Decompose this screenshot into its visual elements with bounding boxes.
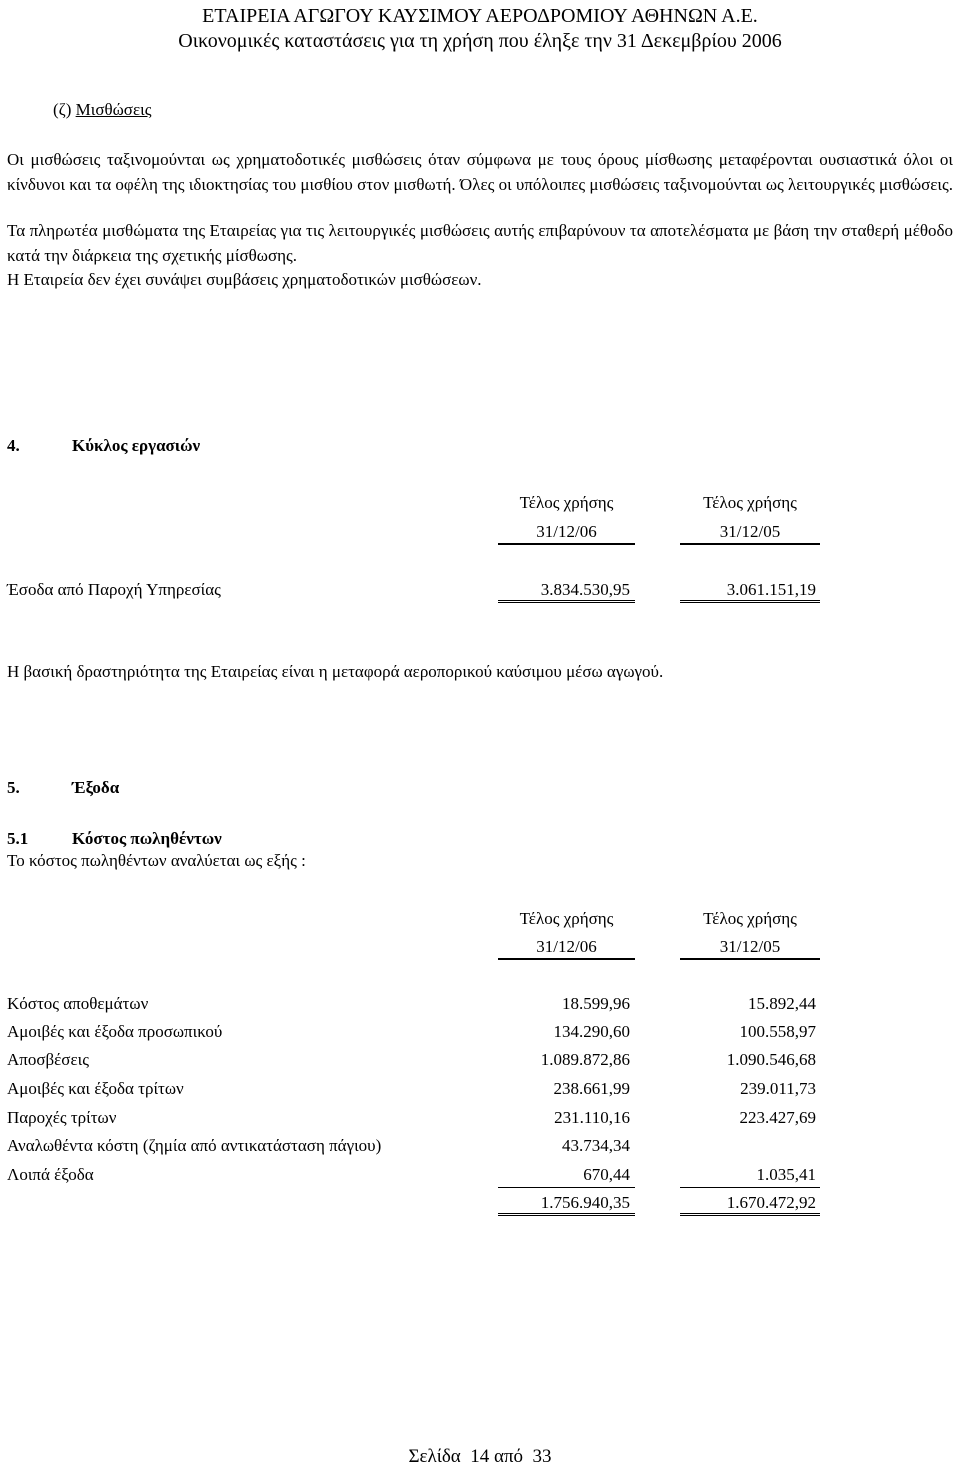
s4-col1-total-rule: [498, 600, 635, 603]
s5-row-label: Αμοιβές και έξοδα τρίτων: [7, 1079, 184, 1098]
leases-heading-title: Μισθώσεις: [75, 100, 152, 119]
s5-total-2006: 1.756.940,35: [540, 1193, 630, 1212]
leases-paragraph-1: Οι μισθώσεις ταξινομούνται ως χρηματοδοτικές μισθώσεις όταν σύμφωνα με τους όρους μίσθωσης μεταφέρονται ουσιαστικά όλοι οι κίνδυνοι και τα οφέλη της ιδιοκτησίας του μισθίου στον μισθωτή. Όλες οι υπόλοιπες μισθώσεις ταξινομούνται ως λειτουργικές μισθώσεις.: [7, 150, 953, 194]
s4-revenue-2006: 3.834.530,95: [540, 580, 630, 599]
s5-col2-date: 31/12/05: [719, 937, 781, 956]
s5-row-label: Αναλωθέντα κόστη (ζημία από αντικατάσταση πάγιου): [7, 1136, 382, 1155]
s5-row-2006: 1.089.872,86: [540, 1050, 630, 1069]
s5-row-2005: 15.892,44: [748, 994, 816, 1013]
leases-heading-prefix: (ζ): [53, 100, 72, 119]
s5-row-2006: 670,44: [583, 1165, 630, 1184]
s5-col2-total-rule: [680, 1213, 820, 1216]
s5-row-label: Παροχές τρίτων: [7, 1108, 117, 1127]
s4-col1-date: 31/12/06: [536, 522, 597, 541]
s5-row-2005: 239.011,73: [740, 1079, 816, 1098]
s5-row-2005: 223.427,69: [739, 1108, 816, 1127]
page-footer: [0, 1446, 960, 1468]
s5-row-2005: 1.035,41: [756, 1165, 816, 1184]
s4-revenue-label: Έσοδα από Παροχή Υπηρεσίας: [7, 580, 221, 599]
leases-paragraph-2: Τα πληρωτέα μισθώματα της Εταιρείας για τις λειτουργικές μισθώσεις αυτής επιβαρύνουν τα αποτελέσματα με βάση την σταθερή μέθοδο κατά την διάρκεια της σχετικής μίσθωσης.: [7, 221, 953, 265]
s5-col2-label: Τέλος χρήσης: [703, 909, 797, 928]
s4-col2-total-rule: [680, 600, 820, 603]
s5-row-label: Κόστος αποθεμάτων: [7, 994, 149, 1013]
s4-revenue-2005: 3.061.151,19: [726, 580, 816, 599]
s5-col1-header-rule: [498, 958, 635, 960]
s5-col1-label: Τέλος χρήσης: [519, 909, 614, 928]
s4-activity-note: Η βασική δραστηριότητα της Εταιρείας είναι η μεταφορά αεροπορικού καύσιμου μέσω αγωγού.: [7, 662, 664, 681]
s4-col2-label: Τέλος χρήσης: [703, 493, 797, 512]
s5-row-2006: 43.734,34: [562, 1136, 630, 1155]
s5-row-label: Αποσβέσεις: [7, 1050, 89, 1069]
s5-row-2006: 134.290,60: [553, 1022, 630, 1041]
s5-row-2005: 100.558,97: [739, 1022, 816, 1041]
s5-col1-total-rule: [498, 1213, 635, 1216]
section51-number: 5.1: [7, 829, 29, 848]
s5-col2-subtotal-rule: [680, 1187, 820, 1188]
s5-col1-subtotal-rule: [498, 1187, 635, 1188]
s5-row-2006: 238.661,99: [553, 1079, 630, 1098]
s4-col1-label: Τέλος χρήσης: [519, 493, 614, 512]
document-subtitle: Οικονομικές καταστάσεις για τη χρήση που έληξε την 31 Δεκεμβρίου 2006: [178, 30, 782, 52]
company-title: ΕΤΑΙΡΕΙΑ ΑΓΩΓΟΥ ΚΑΥΣΙΜΟΥ ΑΕΡΟΔΡΟΜΙΟΥ ΑΘΗΝΩΝ Α.Ε.: [202, 5, 758, 27]
s4-col2-date: 31/12/05: [719, 522, 781, 541]
s5-col2-header-rule: [680, 958, 820, 960]
s5-col1-date: 31/12/06: [536, 937, 597, 956]
s5-total-2005: 1.670.472,92: [726, 1193, 816, 1212]
page-total: 33: [532, 1446, 552, 1467]
s5-row-label: Λοιπά έξοδα: [7, 1165, 94, 1184]
section5-title: Έξοδα: [72, 778, 120, 797]
page-of-label: από: [493, 1446, 524, 1467]
page-label: Σελίδα: [408, 1446, 461, 1467]
s4-col1-header-rule: [498, 543, 635, 545]
s5-row-2005: 1.090.546,68: [726, 1050, 816, 1069]
section51-title: Κόστος πωληθέντων: [72, 829, 222, 848]
s5-row-label: Αμοιβές και έξοδα προσωπικού: [7, 1022, 223, 1041]
leases-heading: [53, 100, 151, 120]
section4-number: 4.: [7, 436, 20, 455]
page-number: 14: [470, 1446, 490, 1467]
leases-paragraph-3: Η Εταιρεία δεν έχει συνάψει συμβάσεις χρηματοδοτικών μισθώσεων.: [7, 270, 482, 289]
section5-number: 5.: [7, 778, 20, 797]
section51-intro: Το κόστος πωληθέντων αναλύεται ως εξής :: [7, 851, 306, 870]
section4-title: Κύκλος εργασιών: [72, 436, 201, 455]
s5-row-2006: 231.110,16: [554, 1108, 630, 1127]
s4-col2-header-rule: [680, 543, 820, 545]
s5-row-2006: 18.599,96: [562, 994, 630, 1013]
